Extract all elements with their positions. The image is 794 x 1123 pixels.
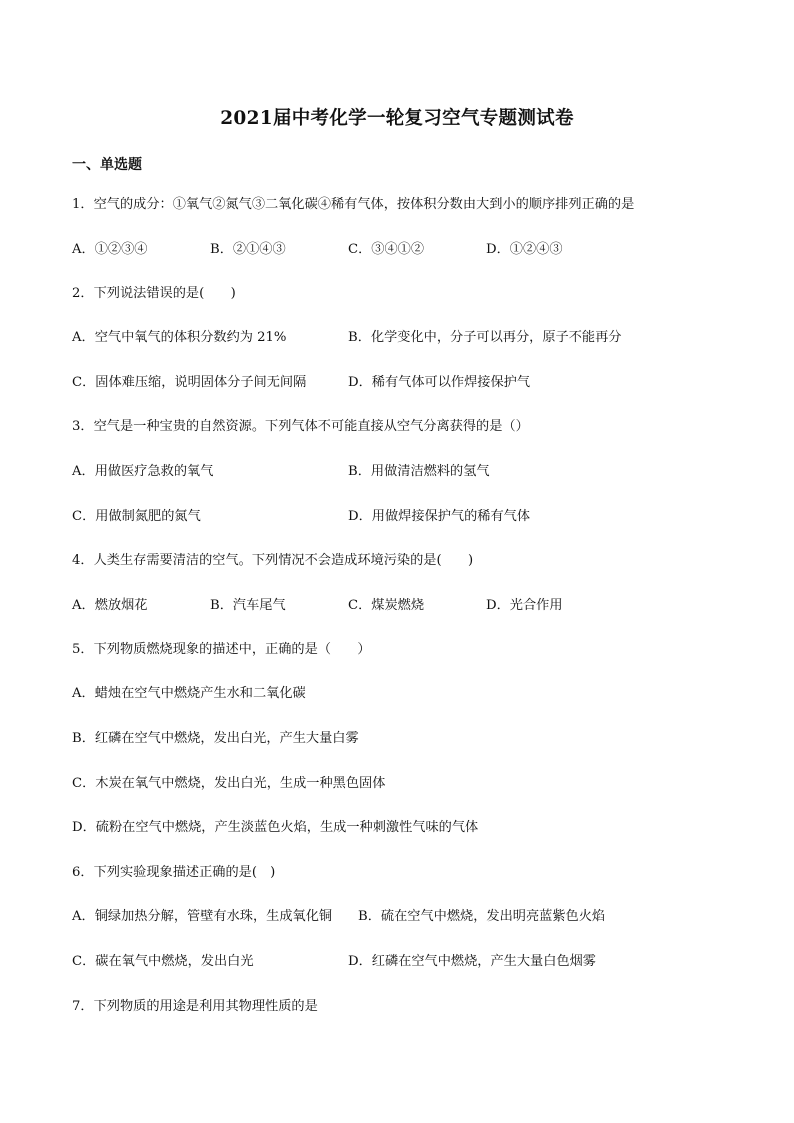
question-3-option-d: D．用做焊接保护气的稀有气体 <box>348 509 531 524</box>
question-4-option-c: C．煤炭燃烧 <box>348 598 425 613</box>
question-5-option-a: A．蜡烛在空气中燃烧产生水和二氧化碳 <box>72 686 306 701</box>
question-6-option-c: C．碳在氧气中燃烧，发出白光 <box>72 954 254 969</box>
question-3-stem: 3．空气是一种宝贵的自然资源。下列气体不可能直接从空气分离获得的是（） <box>72 419 529 434</box>
question-3-option-c: C．用做制氮肥的氮气 <box>72 509 201 524</box>
question-2-option-b: B．化学变化中，分子可以再分，原子不能再分 <box>348 330 622 345</box>
question-1-option-b: B．②①④③ <box>210 242 286 257</box>
question-6-option-b: B．硫在空气中燃烧，发出明亮蓝紫色火焰 <box>358 909 606 924</box>
question-5-option-b: B．红磷在空气中燃烧，发出白光，产生大量白雾 <box>72 731 359 746</box>
question-5-option-c: C．木炭在氧气中燃烧，发出白光，生成一种黑色固体 <box>72 776 386 791</box>
question-4-stem: 4．人类生存需要清洁的空气。下列情况不会造成环境污染的是( ) <box>72 553 474 568</box>
question-6-stem: 6．下列实验现象描述正确的是( ) <box>72 865 276 880</box>
question-5-option-d: D．硫粉在空气中燃烧，产生淡蓝色火焰，生成一种刺激性气味的气体 <box>72 820 479 835</box>
question-2-option-a: A．空气中氧气的体积分数约为 21% <box>72 330 287 345</box>
question-2-stem: 2．下列说法错误的是( ) <box>72 286 236 301</box>
question-1-stem: 1．空气的成分：①氧气②氮气③二氧化碳④稀有气体，按体积分数由大到小的顺序排列正确的是 <box>72 197 635 212</box>
question-2-option-d: D．稀有气体可以作焊接保护气 <box>348 375 531 390</box>
question-5-stem: 5．下列物质燃烧现象的描述中，正确的是（ ） <box>72 642 371 657</box>
question-4-option-d: D．光合作用 <box>486 598 563 613</box>
question-1-option-a: A．①②③④ <box>72 242 148 257</box>
question-3-option-a: A．用做医疗急救的氧气 <box>72 464 214 479</box>
page-title: 2021届中考化学一轮复习空气专题测试卷 <box>220 108 574 129</box>
section-heading: 一、单选题 <box>72 157 142 173</box>
question-6-option-a: A．铜绿加热分解，管壁有水珠，生成氧化铜 <box>72 909 333 924</box>
question-3-option-b: B．用做清洁燃料的氢气 <box>348 464 490 479</box>
question-1-option-d: D．①②④③ <box>486 242 563 257</box>
question-4-option-a: A．燃放烟花 <box>72 598 148 613</box>
question-2-option-c: C．固体难压缩，说明固体分子间无间隔 <box>72 375 307 390</box>
question-7-stem: 7．下列物质的用途是利用其物理性质的是 <box>72 999 318 1014</box>
question-4-option-b: B．汽车尾气 <box>210 598 286 613</box>
question-6-option-d: D．红磷在空气中燃烧，产生大量白色烟雾 <box>348 954 596 969</box>
question-1-option-c: C．③④①② <box>348 242 425 257</box>
